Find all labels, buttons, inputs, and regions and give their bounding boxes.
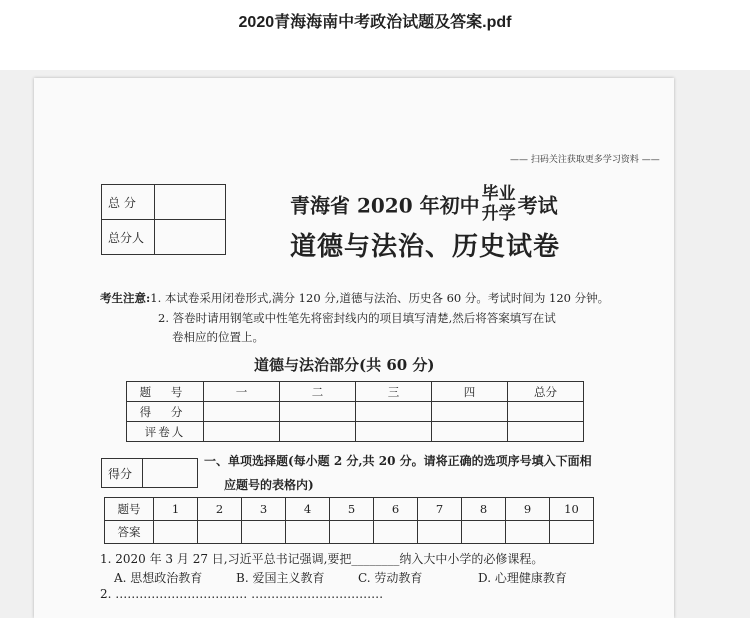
score-cell <box>204 422 280 442</box>
score-header-cell: 二 <box>280 382 356 402</box>
part1-score-box <box>101 458 198 488</box>
title-stack-top: 毕业 <box>481 184 516 204</box>
pdf-page <box>34 78 674 618</box>
score-table-row <box>127 422 584 442</box>
answer-cell <box>550 521 594 544</box>
option-d: D. 心理健康教育 <box>478 571 567 585</box>
question-2-partial: 2. …………………………… …………………………… <box>100 587 384 601</box>
notice-item2b: 卷相应的位置上。 <box>172 330 264 344</box>
answer-table <box>104 497 594 544</box>
answer-cell <box>154 521 198 544</box>
score-row-label: 评卷人 <box>127 422 204 442</box>
exam-title <box>290 184 558 224</box>
part1-instructions: 一、单项选择题(每小题 2 分,共 20 分。请将正确的选项序号填入下面相 <box>204 454 592 468</box>
question-number: 9 <box>506 498 550 521</box>
answer-cell <box>286 521 330 544</box>
option-a: A. 思想政治教育 <box>114 571 203 585</box>
score-row-label: 得 分 <box>127 402 204 422</box>
section-title: 道德与法治部分(共 60 分) <box>254 356 435 374</box>
answer-cell <box>242 521 286 544</box>
answer-row-label: 答案 <box>105 521 154 544</box>
question-1-stem: 1. 2020 年 3 月 27 日,习近平总书记强调,要把________纳入大中小学的必修课程。 <box>100 552 544 566</box>
notice-item1-text: 1. 本试卷采用闭卷形式,满分 120 分,道德与法治、历史各 60 分。考试时间为 120 分钟。 <box>150 291 610 305</box>
notice-item1 <box>100 290 609 306</box>
answer-cell <box>418 521 462 544</box>
total-score-cell <box>155 185 226 220</box>
question-number: 5 <box>330 498 374 521</box>
qr-note: —— 扫码关注获取更多学习资料 —— <box>510 155 660 165</box>
total-score-label: 总 分 <box>102 185 155 220</box>
grader-label: 总分人 <box>102 220 155 255</box>
score-cell <box>204 402 280 422</box>
question-number: 6 <box>374 498 418 521</box>
score-cell <box>432 422 508 442</box>
part1-instructions-cont: 应题号的表格内) <box>224 478 314 492</box>
option-c: C. 劳动教育 <box>358 571 423 585</box>
answer-table-row <box>105 521 594 544</box>
question-number: 3 <box>242 498 286 521</box>
notice-item2a: 2. 答卷时请用钢笔或中性笔先将密封线内的项目填写清楚,然后将答案填写在试 <box>158 311 556 325</box>
answer-cell <box>506 521 550 544</box>
score-header-cell: 题 号 <box>127 382 204 402</box>
answer-cell <box>198 521 242 544</box>
option-b: B. 爱国主义教育 <box>236 571 325 585</box>
question-number: 7 <box>418 498 462 521</box>
answer-cell <box>462 521 506 544</box>
score-header-cell: 一 <box>204 382 280 402</box>
question-number: 8 <box>462 498 506 521</box>
question-number: 4 <box>286 498 330 521</box>
score-cell <box>508 422 584 442</box>
question-number: 2 <box>198 498 242 521</box>
total-score-box <box>101 184 226 255</box>
section-score-table <box>126 381 584 442</box>
title-prefix: 青海省 2020 年初中 <box>290 193 480 218</box>
score-table-header <box>127 382 584 402</box>
exam-subject-title: 道德与法治、历史试卷 <box>290 232 561 262</box>
answer-header-label: 题号 <box>105 498 154 521</box>
viewer-titlebar <box>0 0 750 70</box>
title-stack <box>482 184 516 224</box>
question-number: 1 <box>154 498 198 521</box>
part1-score-cell <box>143 459 198 488</box>
answer-cell <box>330 521 374 544</box>
question-1-options <box>114 569 567 586</box>
file-name: 2020青海海南中考政治试题及答案.pdf <box>238 14 512 31</box>
score-cell <box>356 402 432 422</box>
part1-score-label: 得分 <box>102 459 143 488</box>
answer-cell <box>374 521 418 544</box>
score-header-cell: 三 <box>356 382 432 402</box>
answer-table-header <box>105 498 594 521</box>
score-header-cell: 总分 <box>508 382 584 402</box>
title-stack-bottom: 升学 <box>481 204 516 224</box>
title-suffix: 考试 <box>517 193 558 218</box>
score-header-cell: 四 <box>432 382 508 402</box>
question-number: 10 <box>550 498 594 521</box>
score-cell <box>280 402 356 422</box>
notice-label: 考生注意: <box>100 291 151 305</box>
grader-cell <box>155 220 226 255</box>
score-table-row <box>127 402 584 422</box>
score-cell <box>356 422 432 442</box>
score-cell <box>432 402 508 422</box>
score-cell <box>280 422 356 442</box>
score-cell <box>508 402 584 422</box>
